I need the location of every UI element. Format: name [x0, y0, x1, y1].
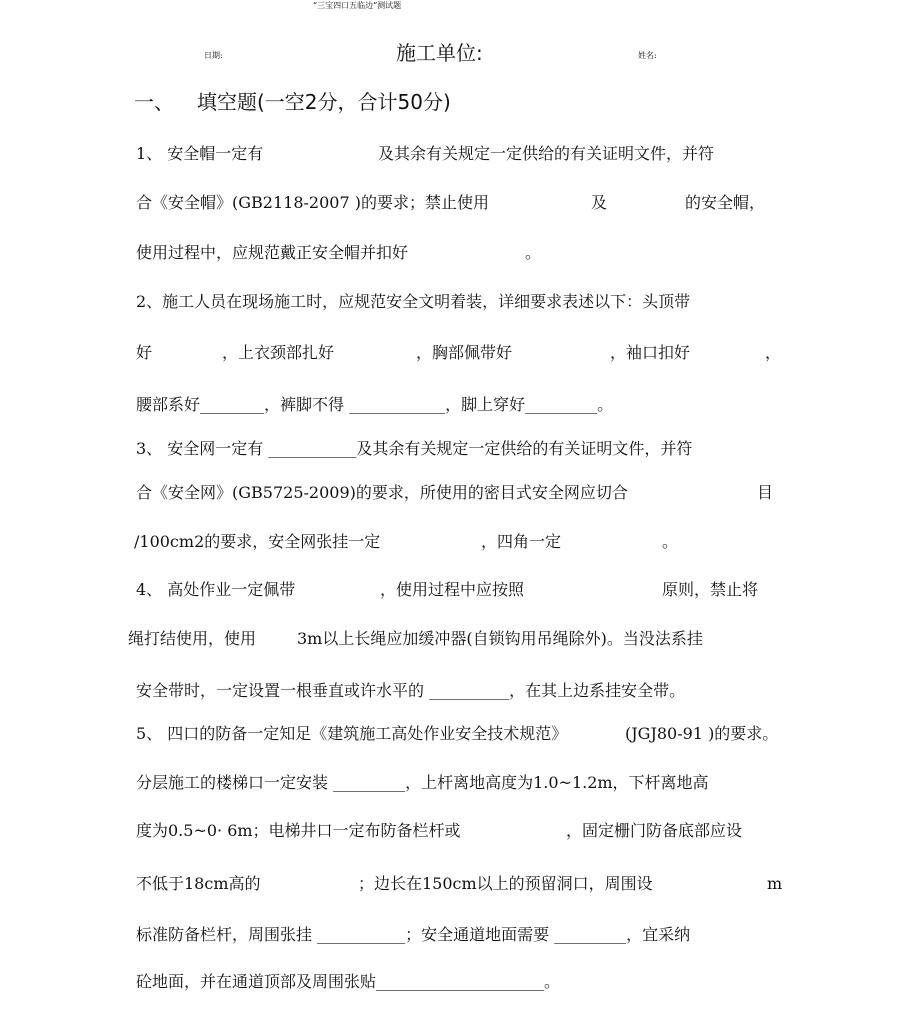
q4-line3: 安全带时，一定设置一根垂直或许水平的 __________，在其上边系挂安全带。 — [136, 681, 686, 700]
q3-line1: 3、 安全网一定有 ___________及其余有关规定一定供给的有关证明文件，并符 — [136, 439, 693, 458]
section-title: 填空题(一空2分，合计50分) — [197, 90, 451, 114]
q5-line4-b: ；边长在150cm以上的预留洞口，周围设 — [358, 874, 653, 893]
q3-line2-a: 合《安全网》(GB5725-2009)的要求，所使用的密目式安全网应切合 — [136, 483, 628, 502]
q2-line3: 腰部系好________，裤脚不得 ____________，脚上穿好_________。 — [136, 395, 614, 414]
q1-line1-b: 及其余有关规定一定供给的有关证明文件，并符 — [378, 144, 715, 163]
q2-line2-c: ，胸部佩带好 — [416, 343, 513, 362]
q2-line2-d: ，袖口扣好 — [610, 343, 691, 362]
q2-line2-e: ， — [765, 343, 782, 362]
unit-label: 施工单位: — [396, 41, 483, 65]
q2-line2-a: 好 — [136, 343, 153, 362]
q5-line2: 分层施工的楼梯口一定安装 _________，上杆离地高度为1.0~1.2m，下杆离地高 — [136, 773, 709, 792]
q5-line6: 砼地面，并在通道顶部及周围张贴_____________________。 — [136, 972, 561, 991]
q5-line4-a: 不低于18cm高的 — [136, 874, 261, 893]
q1-line2-c: 的安全帽， — [685, 193, 766, 212]
q1-line2-b: 及 — [591, 193, 608, 212]
name-label: 姓名: — [638, 51, 657, 60]
q4-line1-a: 4、 高处作业一定佩带 — [136, 580, 296, 599]
q5-line3-b: ，固定栅门防备底部应设 — [566, 821, 743, 840]
doc-header: “三宝四口五临边”测试题 — [313, 1, 402, 10]
q4-line2-a: 绳打结使用，使用 — [128, 629, 257, 648]
q3-line3-b: ，四角一定 — [481, 532, 562, 551]
q4-line2-b: 3m以上长绳应加缓冲器(自锁钩用吊绳除外)。当没法系挂 — [297, 629, 703, 648]
q5-line1-b: (JGJ80-91 )的要求。 — [625, 724, 779, 743]
q5-line1-a: 5、 四口的防备一定知足《建筑施工高处作业安全技术规范》 — [136, 724, 568, 743]
q2-line1: 2、施工人员在现场施工时，应规范安全文明着装，详细要求表述以下：头顶带 — [136, 292, 691, 311]
q4-line1-c: 原则，禁止将 — [662, 580, 759, 599]
q5-line5: 标准防备栏杆，周围张挂 ___________；安全通道地面需要 _________，宜采纳 — [136, 925, 691, 944]
q3-line3-a: /100cm2的要求，安全网张挂一定 — [134, 532, 381, 551]
q1-line2-a: 合《安全帽》(GB2118-2007 )的要求；禁止使用 — [136, 193, 489, 212]
date-label: 日期: — [204, 51, 223, 60]
q4-line1-b: ，使用过程中应按照 — [380, 580, 525, 599]
q5-line4-c: m — [767, 874, 783, 893]
q1-line3-a: 使用过程中，应规范戴正安全帽并扣好 — [136, 243, 409, 262]
q3-line3-c: 。 — [662, 532, 679, 551]
q1-line1-a: 1、 安全帽一定有 — [136, 144, 264, 163]
q1-line3-b: 。 — [525, 243, 542, 262]
q5-line3-a: 度为0.5~0· 6m；电梯井口一定布防备栏杆或 — [136, 821, 461, 840]
section-number: 一、 — [134, 90, 174, 114]
q2-line2-b: ，上衣颈部扎好 — [222, 343, 335, 362]
q3-line2-b: 目 — [757, 483, 774, 502]
